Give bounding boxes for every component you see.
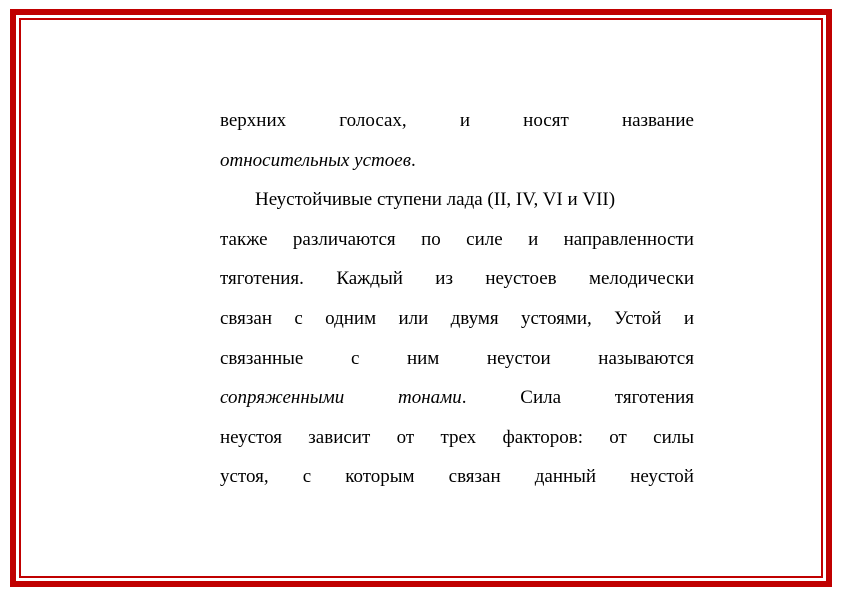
text-line-6 (220, 299, 694, 339)
word: из (435, 268, 453, 290)
word: мелодически (588, 268, 694, 290)
paragraph-start: Неустойчивые ступени лада (II, IV, VI и VII) (255, 189, 616, 211)
word: направленности (563, 228, 694, 250)
word: от (609, 426, 627, 448)
word: и (683, 307, 694, 329)
word: связан (448, 466, 501, 488)
word: также (220, 228, 268, 250)
word: неустой (630, 466, 694, 488)
text-line-9 (220, 418, 694, 458)
word: устоя, (220, 466, 269, 488)
page-text (220, 101, 694, 497)
word: Устой (614, 307, 662, 329)
word: или (398, 307, 429, 329)
text-line-3 (220, 180, 694, 220)
word: название (621, 110, 694, 131)
word: от (396, 426, 415, 448)
word: Сила (520, 387, 562, 409)
punctuation: . (461, 387, 467, 409)
word: с (350, 347, 360, 369)
word: связан (220, 307, 272, 329)
word: носят (523, 110, 569, 131)
word: связанные (220, 347, 304, 369)
word: и (459, 110, 470, 131)
word: голосах, (339, 110, 407, 131)
word: называются (598, 347, 694, 369)
word: силе (466, 228, 503, 250)
word: по (421, 228, 441, 250)
text-line-7 (220, 339, 694, 379)
word: верхних (220, 110, 287, 131)
word: и (528, 228, 539, 250)
word: зависит (308, 426, 371, 448)
word: с (294, 307, 303, 329)
text-line-8 (220, 378, 694, 418)
word: которым (345, 466, 415, 488)
text-line-4 (220, 220, 694, 260)
text-line-10 (220, 457, 694, 497)
word: неустои (486, 347, 551, 369)
term-relative-tonics: относительных устоев (220, 149, 411, 171)
term-word: сопряженными (220, 387, 345, 409)
word: неустоев (485, 268, 557, 290)
word: тяготения (614, 387, 694, 409)
word: силы (653, 426, 694, 448)
word: двумя (450, 307, 499, 329)
word: данный (534, 466, 597, 488)
term-word: тонами (398, 387, 462, 409)
word: ним (406, 347, 440, 369)
word: одним (325, 307, 377, 329)
word: неустоя (220, 426, 282, 448)
word: с (302, 466, 312, 488)
word: тяготения. (220, 268, 304, 290)
punctuation: . (410, 149, 416, 171)
word: различаются (292, 228, 396, 250)
text-line-2 (220, 141, 694, 181)
word: факторов: (502, 426, 583, 448)
word: устоями, (520, 307, 592, 329)
text-line-5 (220, 259, 694, 299)
text-line-1 (220, 101, 694, 141)
word: Каждый (336, 268, 403, 290)
word: трех (440, 426, 477, 448)
